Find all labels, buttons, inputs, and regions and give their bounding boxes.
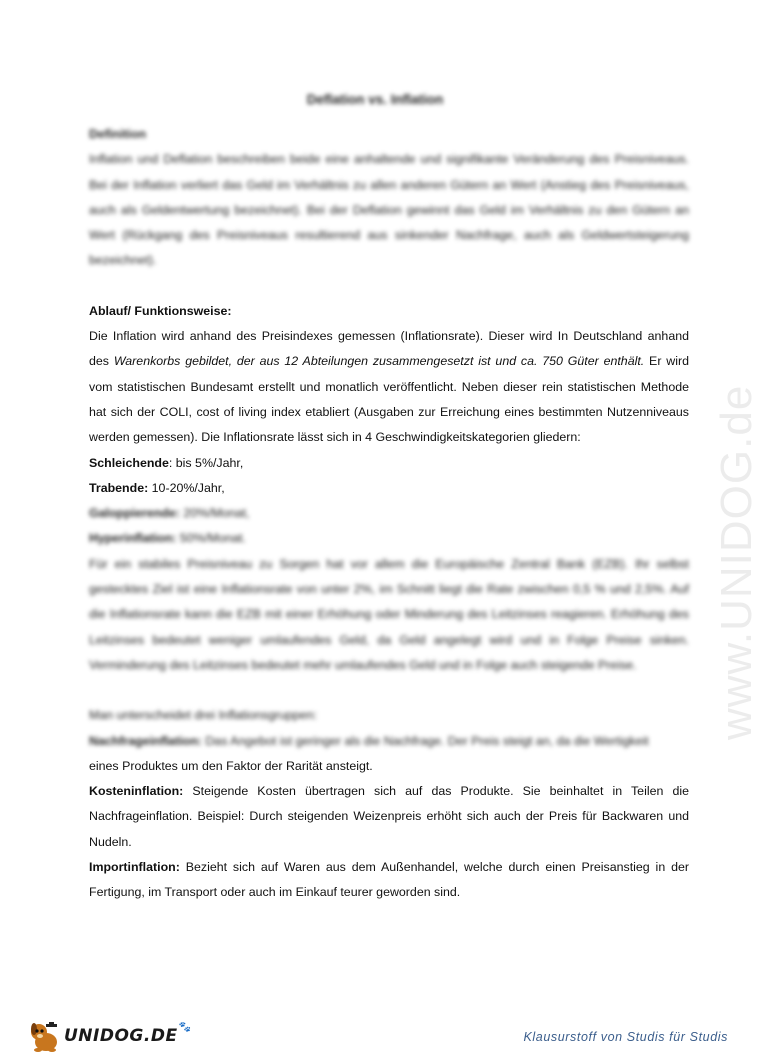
logo-text: UNIDOG.DE [64,1026,178,1046]
kosten-label: Kosteninflation: [89,784,184,799]
import-paragraph [89,855,689,906]
import-text: Bezieht sich auf Waren aus dem Außenhandel, welche durch einen Preisanstieg in der Fertigung, im Transport oder auch im Einkauf teurer geworden sind. [89,860,689,900]
watermark: www.UNIDOG.de [712,384,761,740]
ablauf-paragraph [89,324,689,450]
ezb-paragraph: Für ein stabiles Preisniveau zu Sorgen hat vor allem die Europäische Zentral Bank (EZB). Ihr selbst gestecktes Ziel ist eine Inflationsrate von unter 2%, im Schnitt liegt die Rate zwischen 0,5 % und 2,5%. Auf die Inflationsrate kann die EZB mit einer Erhöhung oder Minderung des Leitzinses reagieren. Erhöhung des Leitzinses bedeutet weniger umlaufendes Geld, da Geld angelegt wird und in Folge Preise sinken. Verminderung des Leitzinses bedeutet mehr umlaufendes Geld und in Folge auch steigende Preise. [89,556,689,672]
nachfrage-label: Nachfrageinflation: [89,733,202,748]
ablauf-text-italic: Warenkorbs gebildet, der aus 12 Abteilungen zusammengesetzt ist und ca. 750 Güter enthält. [113,354,645,369]
kosten-paragraph [89,779,689,855]
paw-icon: 🐾 [178,1021,192,1033]
kosten-text: Steigende Kosten übertragen sich auf das Produkte. Sie beinhaltet in Teilen die Nachfrageinflation. Beispiel: Durch steigenden Weizenpreis erhöht sich auch der Preis für Backwaren und Nudeln. [89,784,689,849]
ablauf-heading: Ablauf/ Funktionsweise: [89,303,232,318]
definition-paragraph: Inflation und Deflation beschreiben beide eine anhaltende und signifikante Veränderung des Preisniveaus. Bei der Inflation verliert das Geld im Verhältnis zu allen anderen Gütern an Wert (Anstieg des Preisniveaus, auch als Geldentwertung bezeichnet). Bei der Deflation gewinnt das Geld im Verhältnis zu den Gütern an Wert (Rückgang des Preisniveaus resultierend aus sinkender Nachfrage, auch als Geldwertsteigerung bezeichnet). [89,152,689,268]
ablauf-text-2: Er wird vom statistischen Bundesamt erstellt und monatlich veröffentlicht. Neben dieser rein statistischen Methode hat sich der COLI, cost of living index etabliert (Ausgaben zur Erreichung eines bestimmten Nutzenniveaus werden gemessen). Die Inflationsrate lässt sich in 4 Geschwindigkeitskategorien gliedern: [89,354,689,445]
nachfrage-blurred [89,734,649,748]
definition-heading: Definition [89,127,147,141]
category-hyperinflation [89,526,689,551]
category-value: 50%/Monat. [176,531,247,546]
document-title: Deflation vs. Inflation [306,92,444,107]
ablauf-text-1: Die Inflation wird anhand des Preisindexes gemessen (Inflationsrate). Dieser wird In Deutschland anhand des [89,329,689,369]
spacer [89,678,689,703]
nachfrage-paragraph [89,729,689,780]
category-label: Hyperinflation: [89,531,177,546]
nachfrage-text-clear: eines Produktes um den Faktor der Rarität ansteigt. [89,758,373,773]
groups-intro: Man unterscheidet drei Inflationsgruppen: [89,708,317,723]
category-label: Schleichende [89,455,169,470]
nachfrage-text-blurred: Das Angebot ist geringer als die Nachfrage. Der Preis steigt an, da die Wertigkeit [201,733,649,748]
footer-logo [26,1016,191,1056]
spacer [89,274,689,299]
footer-tagline: Klausurstoff von Studis für Studis [523,1030,728,1044]
category-schleichende [89,451,689,476]
dog-mascot-icon [26,1018,62,1054]
import-label: Importinflation: [89,860,180,875]
category-value: : bis 5%/Jahr, [168,455,244,470]
category-label: Trabende: [89,480,149,495]
category-value: 20%/Monat, [179,506,250,521]
category-galoppierende [89,501,689,526]
category-label: Galoppierende: [89,506,180,521]
category-value: 10-20%/Jahr, [148,480,225,495]
category-trabende [89,476,689,501]
document-body [89,122,689,906]
